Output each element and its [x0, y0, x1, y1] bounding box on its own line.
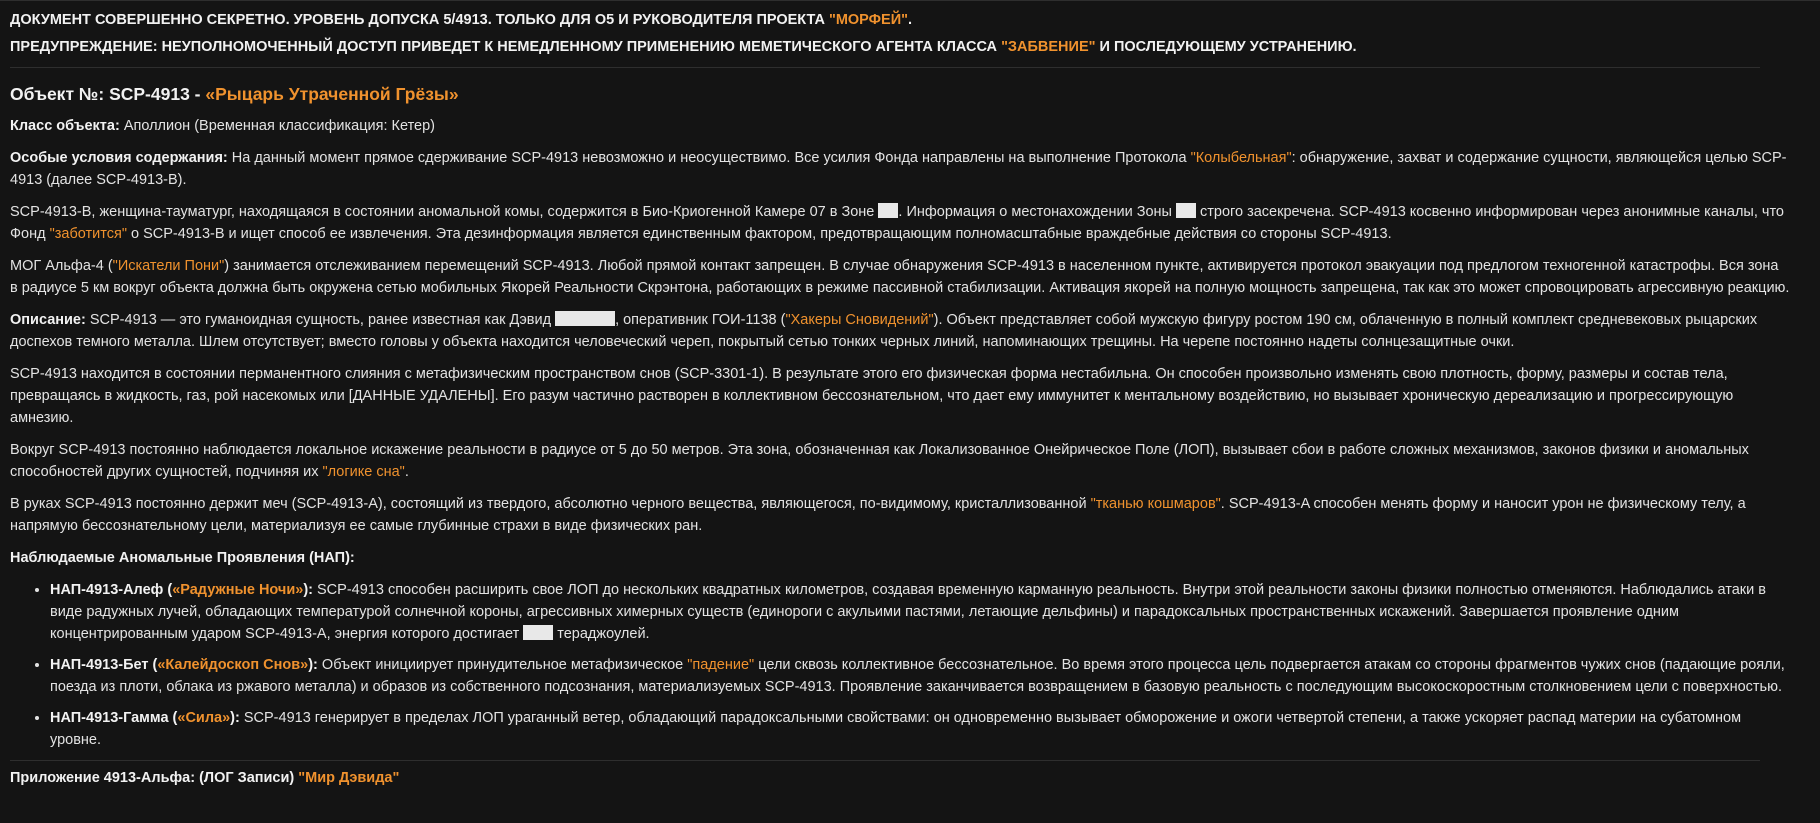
redaction-bar	[523, 625, 553, 640]
item-title	[50, 582, 313, 598]
section-divider	[10, 760, 1760, 761]
text: SCP-4913 способен расширить свое ЛОП до нескольких квадратных километров, создавая временную карманную реальность. Внутри этой реальности законы физики полностью отменяются. Наблюдались атаки в виде радужных лучей, обладающих температурой солнечной короны, агрессивных химерных существ (единороги с акульими пастями, летающие дельфины) и парадоксальных пространственных искажений. Завершается проявление одним концентрированным ударом SCP-4913-A, энергия которого достигает	[50, 582, 1766, 642]
text: SCP-4913 — это гуманоидная сущность, ранее известная как Дэвид	[85, 312, 556, 328]
redaction-bar	[878, 203, 898, 218]
text: НАП-4913-Алеф (	[50, 582, 173, 598]
warning-text: ДОКУМЕНТ СОВЕРШЕННО СЕКРЕТНО. УРОВЕНЬ ДОПУСКА 5/4913. ТОЛЬКО ДЛЯ О5 И РУКОВОДИТЕЛЯ ПРОЕКТА	[10, 12, 829, 28]
text: НАП-4913-Бет (	[50, 657, 158, 673]
redaction-bar	[1176, 203, 1196, 218]
classification-warning	[10, 0, 1790, 34]
warning-text: ПРЕДУПРЕЖДЕНИЕ: НЕУПОЛНОМОЧЕННЫЙ ДОСТУП ПРИВЕДЕТ К НЕМЕДЛЕННОМУ ПРИМЕНЕНИЮ МЕМЕТИЧЕСКОГО АГЕНТА КЛАССА	[10, 39, 1002, 55]
text: Приложение 4913-Альфа: (ЛОГ Записи)	[10, 770, 299, 786]
project-name: "МОРФЕЙ"	[828, 12, 909, 28]
description-paragraph-3	[10, 439, 1790, 483]
mtf-name: "Искатели Пони"	[112, 258, 225, 274]
text: . SCP-4913-A способен менять форму и наносит урон не физическому телу, а напрямую бессознательному цели, материализуя ее самые глубинные страхи в виде физических ран.	[10, 496, 1746, 534]
goi-name: "Хакеры Сновидений"	[785, 312, 934, 328]
highlight: "тканью кошмаров"	[1090, 496, 1221, 512]
title-prefix: Объект №: SCP-4913 -	[10, 84, 206, 104]
object-name: «Рыцарь Утраченной Грёзы»	[205, 84, 459, 104]
item-title	[50, 657, 318, 673]
warning-text-end: .	[908, 12, 913, 28]
text: ):	[303, 582, 313, 598]
text: строго засекречена. SCP-4913 косвенно информирован через анонимные каналы, что Фонд	[10, 204, 1784, 242]
manifestation-name: «Радужные Ночи»	[172, 582, 304, 598]
appendix-heading	[10, 767, 1790, 789]
description-label: Описание:	[10, 312, 86, 328]
description-paragraph-1	[10, 309, 1790, 353]
redaction-bar	[555, 311, 615, 326]
manifestation-name: «Калейдоскоп Снов»	[157, 657, 309, 673]
text: Вокруг SCP-4913 постоянно наблюдается локальное искажение реальности в радиусе от 5 до 50 метров. Эта зона, обозначенная как Локализованное Онейрическое Поле (ЛОП), вызывает сбои в работе сложных механизмов, законов физики и аномальных способностей других сущностей, подчиняя их	[10, 442, 1749, 480]
object-class-value: Аполлион (Временная классификация: Кетер)	[119, 118, 436, 134]
text: ). Объект представляет собой мужскую фигуру ростом 190 см, облаченную в полный комплект средневековых рыцарских доспехов темного металла. Шлем отсутствует; вместо головы у объекта находится человеческий череп, покрытый сетью тонких черных линий, напоминающих трещины. На черепе постоянно надеты солнцезащитные очки.	[10, 312, 1758, 350]
containment-paragraph-3	[10, 255, 1790, 299]
manifestations-heading	[10, 547, 1790, 569]
text: SCP-4913 генерирует в пределах ЛОП ураганный ветер, обладающий парадоксальными свойствами: он одновременно вызывает обморожение и ожоги четвертой степени, а также ускоряет распад материи на субатомном уровне.	[50, 710, 1742, 748]
memetic-agent-name: "ЗАБВЕНИЕ"	[1001, 39, 1096, 55]
page-title	[10, 82, 1790, 106]
text: На данный момент прямое сдерживание SCP-4913 невозможно и неосуществимо. Все усилия Фонда направлены на выполнение Протокола	[227, 150, 1191, 166]
header-divider	[10, 67, 1760, 68]
text: ):	[308, 657, 318, 673]
highlight: "заботится"	[49, 226, 127, 242]
text: . Информация о местонахождении Зоны	[898, 204, 1176, 220]
appendix-name: "Мир Дэвида"	[298, 770, 400, 786]
list-item	[50, 654, 1790, 698]
protocol-name: "Колыбельная"	[1190, 150, 1292, 166]
manifestations-list	[10, 579, 1790, 751]
item-title	[50, 710, 240, 726]
text: тераджоулей.	[553, 626, 650, 642]
containment-paragraph-1	[10, 147, 1790, 191]
text: SCP-4913-B, женщина-тауматург, находящаяся в состоянии аномальной комы, содержится в Био-Криогенной Камере 07 в Зоне	[10, 204, 879, 220]
text: о SCP-4913-B и ищет способ ее извлечения. Эта дезинформация является единственным фактором, предотвращающим полномасштабные враждебные действия со стороны SCP-4913.	[126, 226, 1392, 242]
highlight: "логике сна"	[322, 464, 405, 480]
highlight: "падение"	[687, 657, 755, 673]
text: ) занимается отслеживанием перемещений SCP-4913. Любой прямой контакт запрещен. В случае обнаружения SCP-4913 в населенном пункте, активируется протокол эвакуации под предлогом техногенной катастрофы. Вся зона в радиусе 5 км вокруг объекта должна быть окружена сетью мобильных Якорей Реальности Скрэнтона, работающих в режиме пассивной стабилизации. Активация якорей на полную мощность запрещена, так как это может спровоцировать агрессивную реакцию.	[10, 258, 1790, 296]
heading-text: Наблюдаемые Аномальные Проявления (НАП):	[10, 550, 355, 566]
list-item	[50, 707, 1790, 751]
text: НАП-4913-Гамма (	[50, 710, 178, 726]
containment-label: Особые условия содержания:	[10, 150, 228, 166]
text: МОГ Альфа-4 (	[10, 258, 113, 274]
text: , оперативник ГОИ-1138 (	[615, 312, 786, 328]
text: В руках SCP-4913 постоянно держит меч (SCP-4913-A), состоящий из твердого, абсолютно черного вещества, являющегося, по-видимому, кристаллизованной	[10, 496, 1091, 512]
text: ):	[230, 710, 240, 726]
object-class-label: Класс объекта:	[10, 118, 120, 134]
object-class	[10, 115, 1790, 137]
text: : обнаружение, захват и содержание сущности, являющейся целью SCP-4913 (далее SCP-4913-B).	[10, 150, 1787, 188]
access-warning	[10, 34, 1790, 58]
containment-paragraph-2	[10, 201, 1790, 245]
text: Объект инициирует принудительное метафизическое	[317, 657, 688, 673]
description-paragraph-2: SCP-4913 находится в состоянии перманентного слияния с метафизическим пространством снов (SCP-3301-1). В результате этого его физическая форма нестабильна. Он способен произвольно изменять свою плотность, форму, размеры и состав тела, превращаясь в жидкость, газ, рой насекомых или [ДАННЫЕ УДАЛЕНЫ]. Его разум частично растворен в коллективном бессознательном, что дает ему иммунитет к ментальному воздействию, но вызывает хроническую дереализацию и прогрессирующую амнезию.	[10, 366, 1734, 426]
manifestation-name: «Сила»	[177, 710, 231, 726]
warning-text-end: И ПОСЛЕДУЮЩЕМУ УСТРАНЕНИЮ.	[1095, 39, 1357, 55]
description-paragraph-4	[10, 493, 1790, 537]
text: .	[404, 464, 409, 480]
list-item	[50, 579, 1790, 645]
text: цели сквозь коллективное бессознательное. Во время этого процесса цель подвергается атакам со стороны фрагментов чужих снов (падающие рояли, поезда из плоти, облака из ржавого металла) и образов из собственного подсознания, материализуемых SCP-4913. Проявление заканчивается возвращением в базовую реальность с последующим высокоскоростным столкновением цели с поверхностью.	[50, 657, 1785, 695]
